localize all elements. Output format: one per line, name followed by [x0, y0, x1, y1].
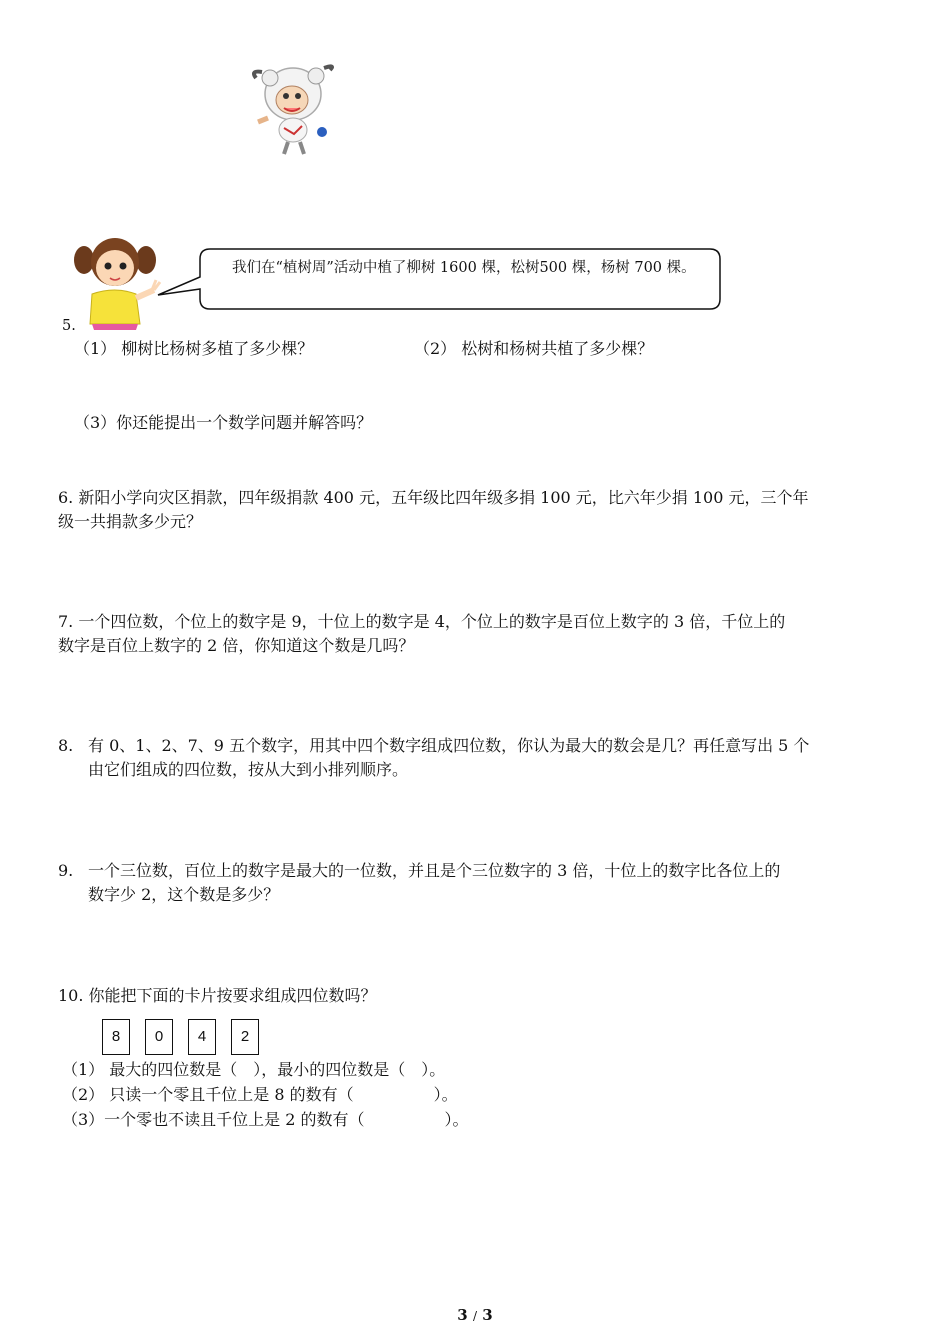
q9-number: 9.	[58, 861, 74, 880]
page-number	[0, 1306, 950, 1324]
q5-sub3: （3）你还能提出一个数学问题并解答吗？	[74, 413, 373, 432]
page-current: 3	[457, 1306, 468, 1324]
q10-sub1: （1） 最大的四位数是（ ），最小的四位数是（ ）。	[62, 1060, 446, 1079]
q8-line2: 由它们组成的四位数，按从大到小排列顺序。	[88, 760, 409, 779]
digit-card: 4	[188, 1019, 216, 1055]
q5-sub1: （1） 柳树比杨树多植了多少棵？	[74, 339, 314, 358]
speech-bubble-text: 我们在“植树周”活动中植了柳树 1600 棵，松树500 棵，杨树 700 棵。	[232, 260, 696, 276]
q6-line2: 级一共捐款多少元？	[58, 512, 203, 531]
q8-line1: 有 0、1、2、7、9 五个数字，用其中四个数字组成四位数，你认为最大的数会是几？再任意写出 5 个	[88, 736, 810, 755]
digit-card: 2	[231, 1019, 259, 1055]
q10-sub3: （3）一个零也不读且千位上是 2 的数有（ ）。	[62, 1110, 469, 1129]
q5-number: 5.	[62, 318, 76, 334]
q7-line1: 7. 一个四位数，个位上的数字是 9，十位上的数字是 4，个位上的数字是百位上数字的 3 倍，千位上的	[58, 612, 786, 631]
q7-line2: 数字是百位上数字的 2 倍，你知道这个数是几吗？	[58, 636, 415, 655]
page-total: 3	[482, 1306, 493, 1324]
q6-line1: 6. 新阳小学向灾区捐款，四年级捐款 400 元，五年级比四年级多捐 100 元，比六年少捐 100 元，三个年	[58, 488, 809, 507]
speech-bubble	[150, 245, 725, 313]
q10-title: 10. 你能把下面的卡片按要求组成四位数吗？	[58, 986, 377, 1005]
q8-number: 8.	[58, 736, 74, 755]
page-separator: /	[472, 1309, 478, 1323]
q10-sub2: （2） 只读一个零且千位上是 8 的数有（ ）。	[62, 1085, 458, 1104]
q5-sub2: （2） 松树和杨树共植了多少棵？	[414, 339, 654, 358]
digit-card: 8	[102, 1019, 130, 1055]
q9-line1: 一个三位数，百位上的数字是最大的一位数，并且是个三位数字的 3 倍，十位上的数字比各位上的	[88, 861, 781, 880]
digit-card: 0	[145, 1019, 173, 1055]
q9-line2: 数字少 2，这个数是多少？	[88, 885, 280, 904]
sheep-illustration	[248, 58, 338, 158]
